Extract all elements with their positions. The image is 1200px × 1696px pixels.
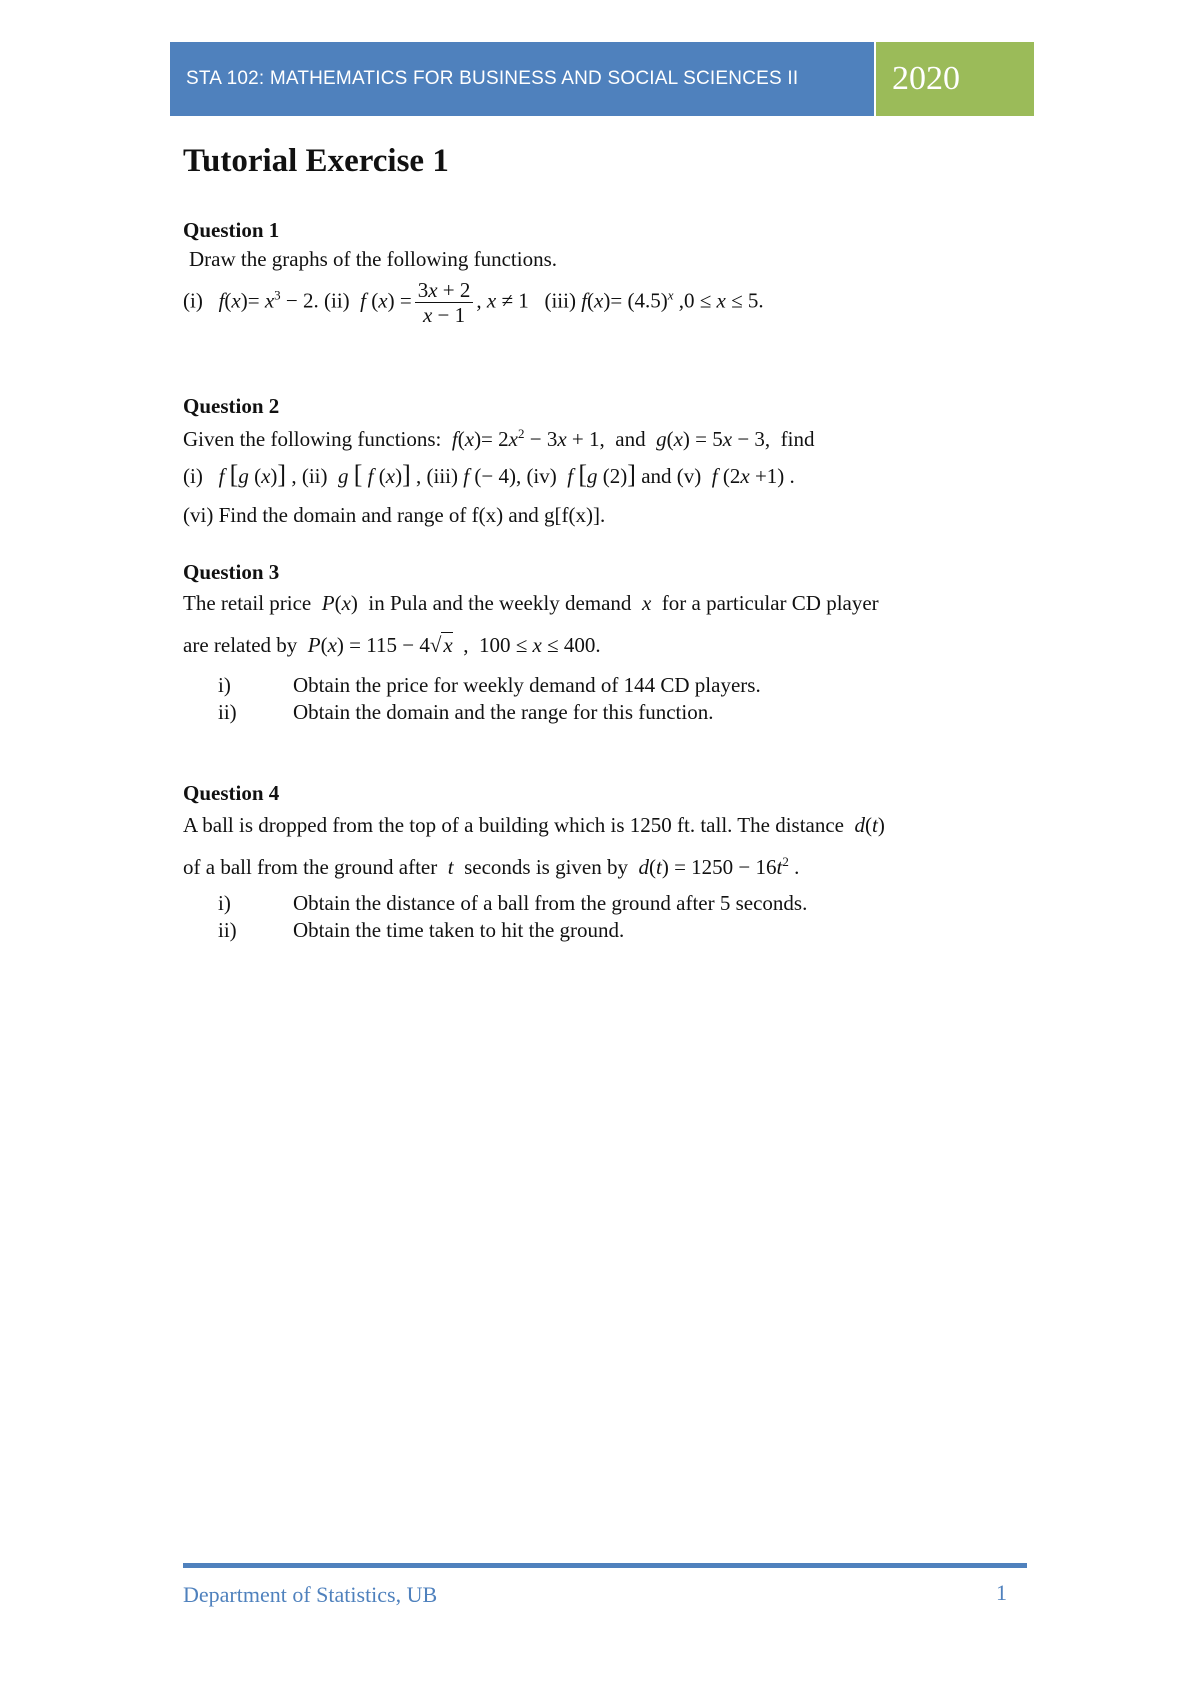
question-1-intro: Draw the graphs of the following functions. — [189, 247, 558, 271]
header-year-banner — [876, 42, 1034, 116]
question-2-given: Given the following functions: $f(x)= 2x^2 - 3x + 1$, and g(x) = 5x − 3, find — [183, 426, 815, 451]
footer-divider — [183, 1563, 1027, 1568]
question-2-heading: Question 2 — [183, 394, 280, 418]
question-3-item-1: i) Obtain the price for weekly demand of 144 CD players. — [218, 673, 761, 697]
page-number: 1 — [996, 1580, 1007, 1605]
question-1-functions: (i) $f(x)= x^3 - 2$. (ii) f (x) = $\frac{3x + 2}{x - 1}$ , x ≠ 1 (iii) $f(x)= (4.5)^x$ ,0 ≤ x ≤ 5. — [183, 278, 764, 328]
question-1-heading: Question 1 — [183, 218, 280, 242]
question-2-part-vi: (vi) Find the domain and range of f(x) and g[f(x)]. — [183, 503, 606, 527]
question-4-heading: Question 4 — [183, 781, 280, 805]
page-title: Tutorial Exercise 1 — [183, 143, 449, 179]
question-3-statement-1: The retail price P(x) in Pula and the weekly demand x for a particular CD player — [183, 591, 879, 615]
question-3-statement-2: are related by P(x) = 115 − 4√x , 100 ≤ x ≤ 400. — [183, 633, 601, 657]
header-course-banner — [170, 42, 874, 116]
footer-department: Department of Statistics, UB — [183, 1582, 438, 1607]
course-title: STA 102: MATHEMATICS FOR BUSINESS AND SOCIAL SCIENCES II — [186, 68, 799, 89]
question-4-item-1: i) Obtain the distance of a ball from the ground after 5 seconds. — [218, 891, 808, 915]
question-3-heading: Question 3 — [183, 560, 280, 584]
question-2-parts: (i) f [g (x)] , (ii) g [ f (x)] , (iii) f (− 4), (iv) f [g (2)] and (v) f (2x +1) . — [183, 460, 795, 489]
question-4-statement-1: A ball is dropped from the top of a building which is 1250 ft. tall. The distance d(t) — [183, 813, 885, 837]
year-label: 2020 — [892, 60, 960, 97]
question-3-item-2: ii) Obtain the domain and the range for this function. — [218, 700, 714, 724]
question-4-item-2: ii) Obtain the time taken to hit the ground. — [218, 918, 625, 942]
question-4-statement-2: of a ball from the ground after t seconds is given by $d(t) = 1250 - 16t^2$ . — [183, 854, 800, 879]
